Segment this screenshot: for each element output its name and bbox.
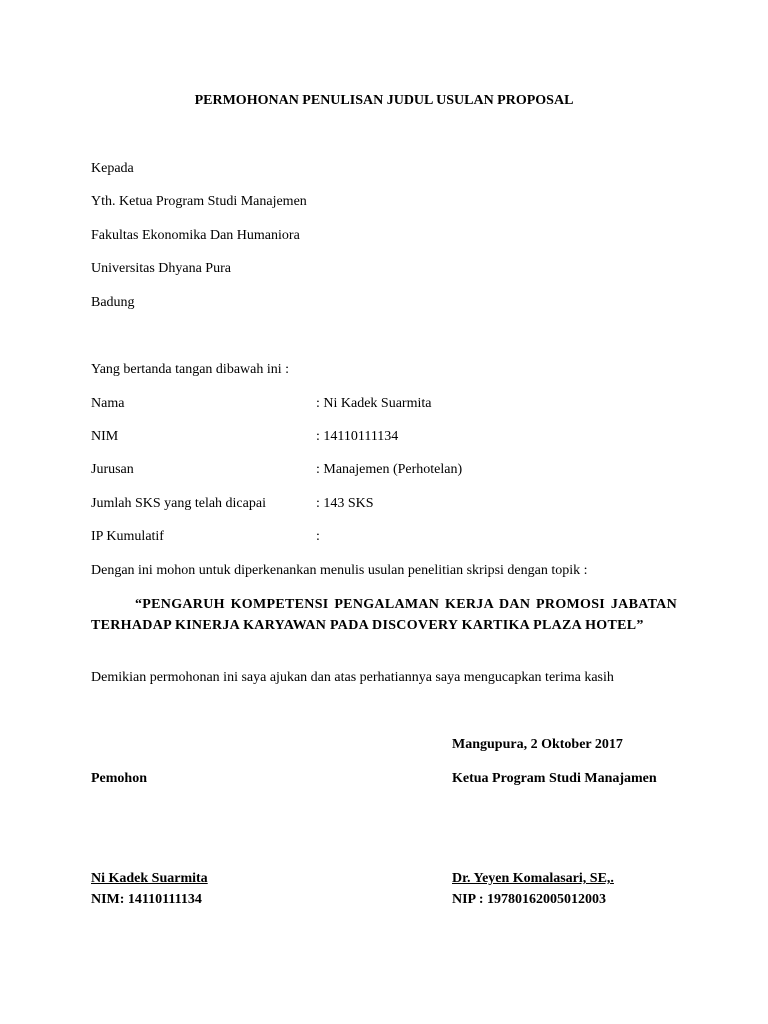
- head-name: Dr. Yeyen Komalasari, SE,.: [452, 871, 614, 886]
- field-label-name: Nama: [91, 396, 125, 411]
- place-date: Mangupura, 2 Oktober 2017: [452, 737, 623, 752]
- applicant-name: Ni Kadek Suarmita: [91, 871, 208, 886]
- recipient-line-4: Universitas Dhyana Pura: [91, 261, 231, 276]
- field-value-name: : Ni Kadek Suarmita: [316, 396, 432, 411]
- field-value-ip: :: [316, 529, 320, 544]
- field-value-sks: : 143 SKS: [316, 496, 374, 511]
- field-label-nim: NIM: [91, 429, 119, 444]
- recipient-line-2: Yth. Ketua Program Studi Manajemen: [91, 194, 307, 209]
- applicant-id: NIM: 14110111134: [91, 892, 202, 907]
- recipient-line-5: Badung: [91, 295, 135, 310]
- head-role: Ketua Program Studi Manajamen: [452, 771, 657, 786]
- closing-text: Demikian permohonan ini saya ajukan dan atas perhatiannya saya mengucapkan terima kasih: [91, 670, 614, 685]
- field-label-sks: Jumlah SKS yang telah dicapai: [91, 496, 266, 511]
- document-title: PERMOHONAN PENULISAN JUDUL USULAN PROPOSAL: [194, 93, 574, 108]
- recipient-line-1: Kepada: [91, 161, 134, 176]
- field-value-jurusan: : Manajemen (Perhotelan): [316, 462, 463, 477]
- applicant-role: Pemohon: [91, 771, 147, 786]
- research-topic-text: “PENGARUH KOMPETENSI PENGALAMAN KERJA DAN PROMOSI JABATAN TERHADAP KINERJA KARYAWAN PADA DISCOVERY KARTIKA PLAZA HOTEL”: [91, 597, 677, 633]
- research-topic: [91, 594, 677, 636]
- request-text: Dengan ini mohon untuk diperkenankan menulis usulan penelitian skripsi dengan topik :: [91, 563, 588, 578]
- intro-text: Yang bertanda tangan dibawah ini :: [91, 362, 290, 377]
- recipient-line-3: Fakultas Ekonomika Dan Humaniora: [91, 228, 300, 243]
- head-id: NIP : 19780162005012003: [452, 892, 606, 907]
- field-label-ip: IP Kumulatif: [91, 529, 164, 544]
- field-label-jurusan: Jurusan: [91, 462, 134, 477]
- field-value-nim: : 14110111134: [316, 429, 399, 444]
